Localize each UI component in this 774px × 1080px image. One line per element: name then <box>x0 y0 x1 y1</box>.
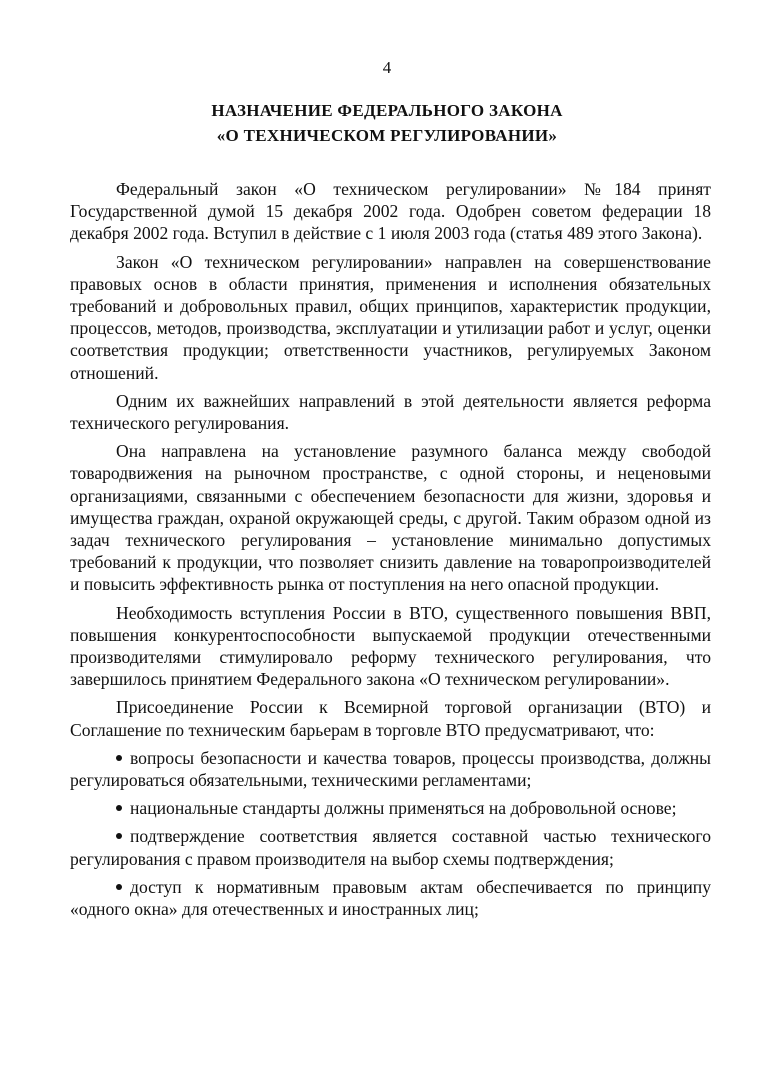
bullet-item-4 <box>70 876 711 920</box>
bullet-dot-icon <box>116 884 122 890</box>
bullet-dot-icon <box>116 755 122 761</box>
page-number: 4 <box>382 58 392 77</box>
paragraph-2: Закон «О техническом регулировании» направлен на совершенствование правовых основ в области принятия, применения и исполнения обязательных требований и добровольных правил, общих принципов, характеристик продукции, процессов, методов, производства, эксплуатации и утилизации работ и услуг, оценки соответствия продукции; ответственности участников, регулируемых Законом отношений. <box>70 251 711 383</box>
bullet-item-3 <box>70 825 711 869</box>
document-title <box>60 98 714 148</box>
document-body <box>70 178 711 926</box>
paragraph-6: Присоединение России к Всемирной торговой организации (ВТО) и Соглашение по техническим барьерам в торговле ВТО предусматривают, что: <box>70 697 711 740</box>
bullet-text-3: подтверждение соответствия является составной частью технического регулирования с правом производителя на выбор схемы подтверждения; <box>70 826 711 869</box>
title-line-1: НАЗНАЧЕНИЕ ФЕДЕРАЛЬНОГО ЗАКОНА <box>211 101 563 120</box>
bullet-dot-icon <box>116 805 122 811</box>
paragraph-5: Необходимость вступления России в ВТО, существенного повышения ВВП, повышения конкурентоспособности выпускаемой продукции отечественными производителями стимулировало реформу технического регулирования, что завершилось принятием Федерального закона «О техническом регулировании». <box>70 602 711 690</box>
bullet-dot-icon <box>116 833 122 839</box>
bullet-text-4: доступ к нормативным правовым актам обеспечивается по принципу «одного окна» для отечественных и иностранных лиц; <box>70 876 711 920</box>
bullet-text-2: национальные стандарты должны применяться на добровольной основе; <box>130 798 677 819</box>
bullet-item-1 <box>70 747 711 791</box>
paragraph-4: Она направлена на установление разумного баланса между свободой товародвижения на рыночном пространстве, с одной стороны, и неценовыми организациями, связанными с обеспечением безопасности для жизни, здоровья и имущества граждан, охраной окружающей среды, с другой. Таким образом одной из задач технического регулирования – установление минимально допустимых требований к продукции, что позволяет снизить давление на товаропроизводителей и повысить эффективность рынка от поступления на него опасной продукции. <box>70 441 711 595</box>
bullet-text-1: вопросы безопасности и качества товаров, процессы производства, должны регулироваться обязательными, техническими регламентами; <box>70 747 711 791</box>
title-line-2: «О ТЕХНИЧЕСКОМ РЕГУЛИРОВАНИИ» <box>216 126 558 145</box>
paragraph-1: Федеральный закон «О техническом регулировании» №184 принят Государственной думой 15 декабря 2002 года. Одобрен советом федерации 18 декабря 2002 года. Вступил в действие с 1 июля 2003 года (статья 489 этого Закона). <box>70 179 711 244</box>
paragraph-3: Одним их важнейших направлений в этой деятельности является реформа технического регулирования. <box>70 390 711 434</box>
bullet-item-2 <box>70 797 711 819</box>
